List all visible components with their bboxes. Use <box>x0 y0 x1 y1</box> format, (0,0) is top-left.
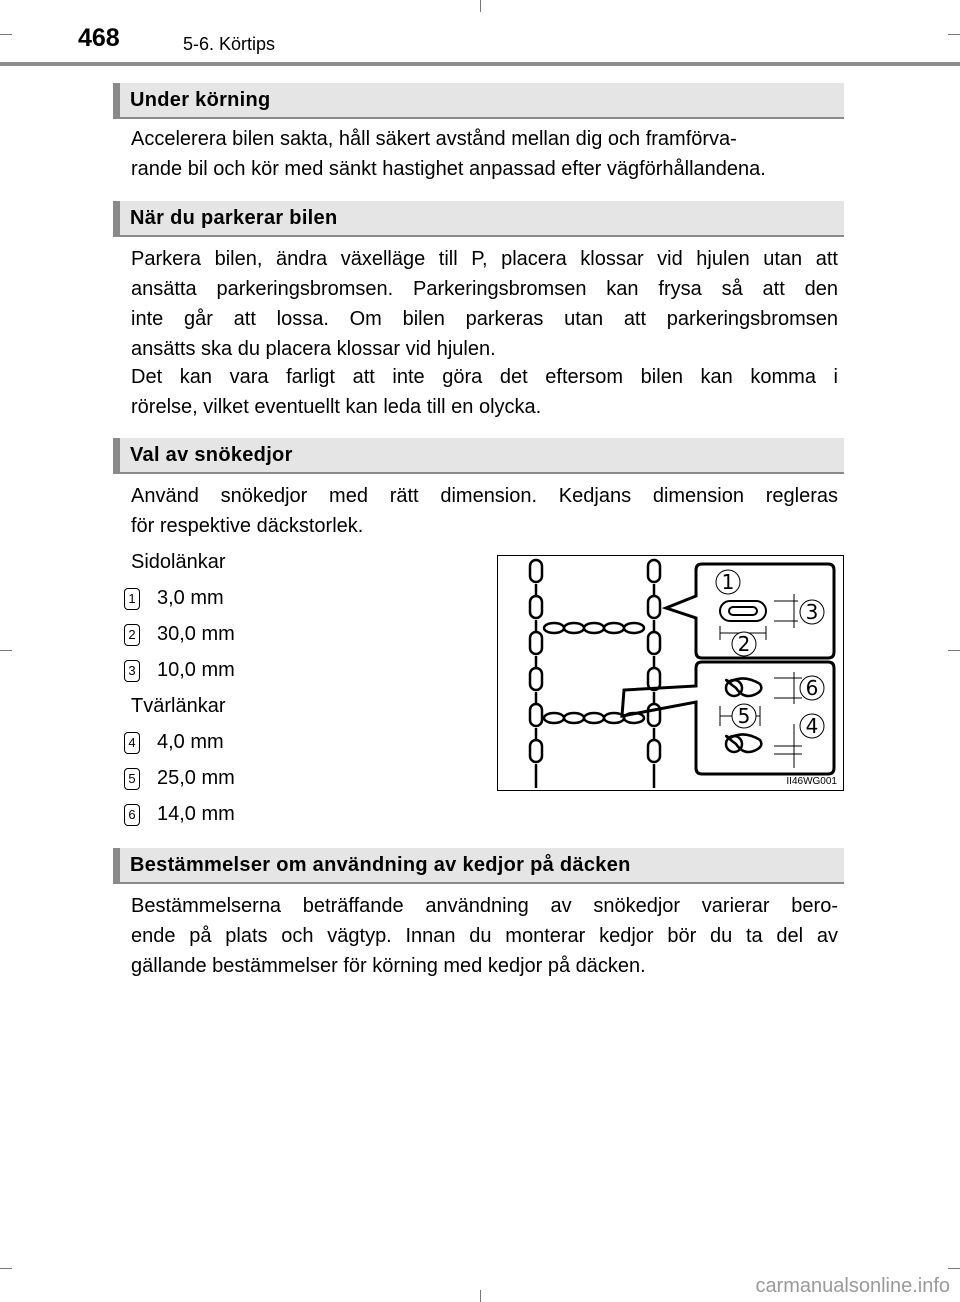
crop-mark <box>948 650 960 651</box>
side-links-label: Sidolänkar <box>131 551 226 573</box>
text-line: ansätta parkeringsbromsen. Parkeringsbromsen kan frysa så att den <box>131 278 838 300</box>
heading-text: Val av snökedjor <box>130 444 293 466</box>
snow-chain-drawing <box>498 556 843 790</box>
section-heading <box>113 83 844 119</box>
paragraph <box>131 362 838 422</box>
callout-number: 5 <box>124 768 140 790</box>
side-chain-right <box>648 560 660 788</box>
callout-1-label: 1 <box>721 570 735 594</box>
paragraph <box>131 891 838 981</box>
text-line: Använd snökedjor med rätt dimension. Kedjans dimension regleras <box>131 485 838 507</box>
heading-text: När du parkerar bilen <box>130 207 338 229</box>
heading-marker <box>113 848 120 882</box>
header-rule <box>0 62 960 66</box>
callout-3-label: 3 <box>805 600 819 624</box>
cross-chain-upper <box>544 623 644 633</box>
paragraph <box>131 124 838 184</box>
text-line: för respektive däckstorlek. <box>131 515 364 537</box>
side-chain-left <box>530 560 542 788</box>
watermark: carmanualsonline.info <box>755 1275 950 1297</box>
heading-marker <box>113 201 120 235</box>
callout-6-label: 6 <box>805 676 819 700</box>
callout-number: 4 <box>124 732 140 754</box>
snow-chain-illustration <box>497 555 844 791</box>
text-line: inte går att lossa. Om bilen parkeras utan att parkeringsbromsen <box>131 308 838 330</box>
heading-marker <box>113 438 120 472</box>
callout-4-label: 4 <box>805 714 819 738</box>
crop-mark <box>948 1268 960 1269</box>
text-line: rande bil och kör med sänkt hastighet anpassad efter vägförhållandena. <box>131 158 766 180</box>
dimension-value: 10,0 mm <box>157 659 235 681</box>
paragraph <box>131 481 838 541</box>
dimension-value: 3,0 mm <box>157 587 224 609</box>
text-line: Det kan vara farligt att inte göra det eftersom bilen kan komma i <box>131 366 838 388</box>
dimension-value: 25,0 mm <box>157 767 235 789</box>
callout-number: 3 <box>124 660 140 682</box>
text-line: Parkera bilen, ändra växelläge till P, placera klossar vid hjulen utan att <box>131 248 838 270</box>
cross-links-label: Tvärlänkar <box>131 695 226 717</box>
crop-mark <box>0 34 12 35</box>
paragraph <box>131 244 838 364</box>
section-title: 5-6. Körtips <box>183 34 276 54</box>
crop-mark <box>480 0 481 12</box>
crop-mark <box>948 34 960 35</box>
crop-mark <box>0 1268 12 1269</box>
callout-5-label: 5 <box>737 704 751 728</box>
cross-link-callout <box>622 662 834 774</box>
text-line: ende på plats och vägtyp. Innan du monterar kedjor bör du ta del av <box>131 925 838 947</box>
text-line: Accelerera bilen sakta, håll säkert avstånd mellan dig och framförva- <box>131 128 737 150</box>
dimension-value: 30,0 mm <box>157 623 235 645</box>
callout-number: 1 <box>124 588 140 610</box>
dimension-value: 14,0 mm <box>157 803 235 825</box>
callout-number: 6 <box>124 804 140 826</box>
section-heading <box>113 201 844 237</box>
page-number: 468 <box>78 24 120 52</box>
text-line: ansätts ska du placera klossar vid hjulen. <box>131 338 496 360</box>
heading-text: Bestämmelser om användning av kedjor på däcken <box>130 854 631 876</box>
callout-number: 2 <box>124 624 140 646</box>
section-heading <box>113 438 844 474</box>
heading-marker <box>113 83 120 117</box>
heading-text: Under körning <box>130 89 271 111</box>
callout-2-label: 2 <box>737 632 751 656</box>
text-line: rörelse, vilket eventuellt kan leda till en olycka. <box>131 396 542 418</box>
text-line: gällande bestämmelser för körning med kedjor på däcken. <box>131 955 646 977</box>
crop-mark <box>480 1290 481 1302</box>
crop-mark <box>0 650 12 651</box>
text-line: Bestämmelserna beträffande användning av snökedjor varierar bero- <box>131 895 838 917</box>
figure-code: II46WG001 <box>786 776 837 787</box>
dimension-value: 4,0 mm <box>157 731 224 753</box>
section-heading <box>113 848 844 884</box>
